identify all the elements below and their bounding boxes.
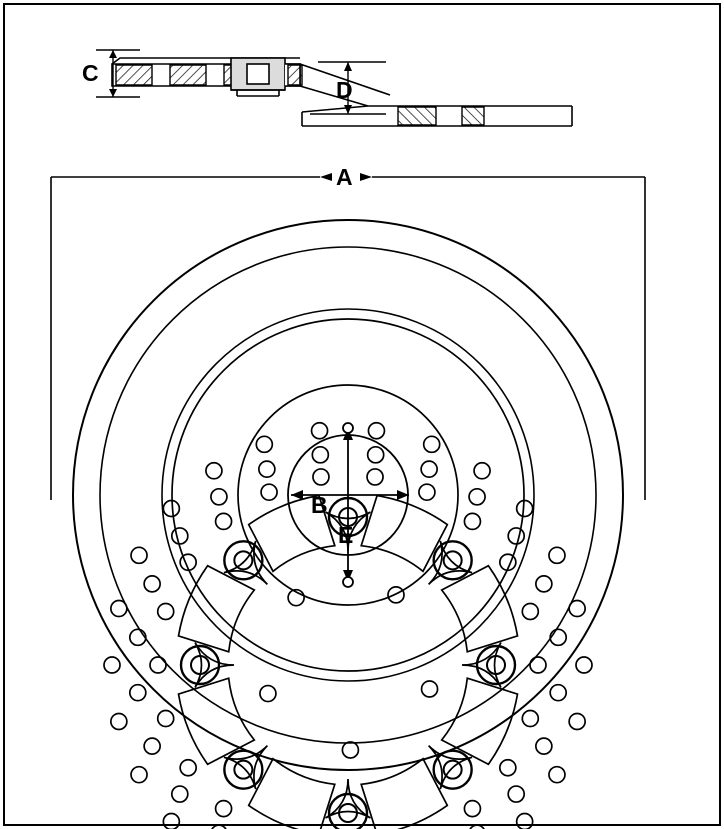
bobbin-inner (444, 551, 462, 569)
drill-hole (163, 813, 179, 829)
dimension-label-d: D (336, 77, 353, 103)
drill-hole (421, 461, 437, 477)
drill-hole (144, 738, 160, 754)
drill-hole (517, 813, 533, 829)
bobbin-outer (224, 541, 262, 579)
drill-hole (368, 447, 384, 463)
drill-hole (261, 484, 277, 500)
bobbin-inner (234, 761, 252, 779)
drill-hole (130, 629, 146, 645)
drill-hole (111, 601, 127, 617)
bobbin-inner (487, 656, 505, 674)
drill-hole (508, 528, 524, 544)
drill-hole (104, 657, 120, 673)
drill-hole (131, 547, 147, 563)
drill-hole (172, 528, 188, 544)
drill-hole (111, 713, 127, 729)
drill-hole (550, 629, 566, 645)
drill-hole (368, 423, 384, 439)
drill-hole (500, 760, 516, 776)
drill-hole (158, 603, 174, 619)
hub-small-hole (260, 686, 276, 702)
drill-hole (522, 603, 538, 619)
drill-hole (536, 576, 552, 592)
bobbin-inner (191, 656, 209, 674)
bobbin-inner (339, 804, 357, 822)
drill-hole (469, 489, 485, 505)
drill-hole (172, 786, 188, 802)
drill-hole (550, 685, 566, 701)
drill-hole (549, 767, 565, 783)
drill-hole (424, 436, 440, 452)
dimension-label-e: E (338, 522, 354, 548)
drill-hole (211, 489, 227, 505)
drill-hole (522, 711, 538, 727)
drill-hole (144, 576, 160, 592)
dimension-label-b: B (311, 492, 328, 518)
drill-hole (211, 825, 227, 829)
carrier-triangle-cutout (462, 643, 501, 688)
bobbin-outer (224, 751, 262, 789)
dimension-label-a: A (336, 164, 353, 190)
section-hub-boss (231, 58, 285, 96)
drill-hole (569, 601, 585, 617)
hub-small-hole (422, 681, 438, 697)
drill-hole (216, 513, 232, 529)
drill-hole (549, 547, 565, 563)
front-face-view (0, 170, 724, 829)
drill-hole (464, 801, 480, 817)
drill-hole (312, 447, 328, 463)
drill-hole (469, 825, 485, 829)
drill-hole (576, 657, 592, 673)
side-section-view (0, 0, 724, 180)
bobbin-outer (434, 751, 472, 789)
drill-hole (130, 685, 146, 701)
bobbin-inner (444, 761, 462, 779)
drill-hole (530, 657, 546, 673)
bobbin-outer (434, 541, 472, 579)
drill-hole (419, 484, 435, 500)
drill-hole (313, 469, 329, 485)
drill-hole (259, 461, 275, 477)
drill-hole (206, 463, 222, 479)
dimension-label-c: C (82, 60, 99, 86)
drill-hole (131, 767, 147, 783)
drill-hole (150, 657, 166, 673)
section-lower-disc (302, 106, 572, 126)
bobbin-inner (234, 551, 252, 569)
drill-hole (569, 713, 585, 729)
drill-hole (158, 711, 174, 727)
carrier-triangle-cutout (326, 779, 371, 818)
drill-hole (256, 436, 272, 452)
drill-hole (180, 760, 196, 776)
dimension-e-arrow (343, 423, 353, 587)
drill-hole (508, 786, 524, 802)
drill-hole (312, 423, 328, 439)
drill-hole (474, 463, 490, 479)
hub-small-hole (342, 742, 358, 758)
drill-hole (536, 738, 552, 754)
hub-small-holes (260, 587, 438, 758)
carrier-triangle-cutout (195, 643, 234, 688)
drill-hole (216, 801, 232, 817)
drill-hole (367, 469, 383, 485)
drill-hole (464, 513, 480, 529)
